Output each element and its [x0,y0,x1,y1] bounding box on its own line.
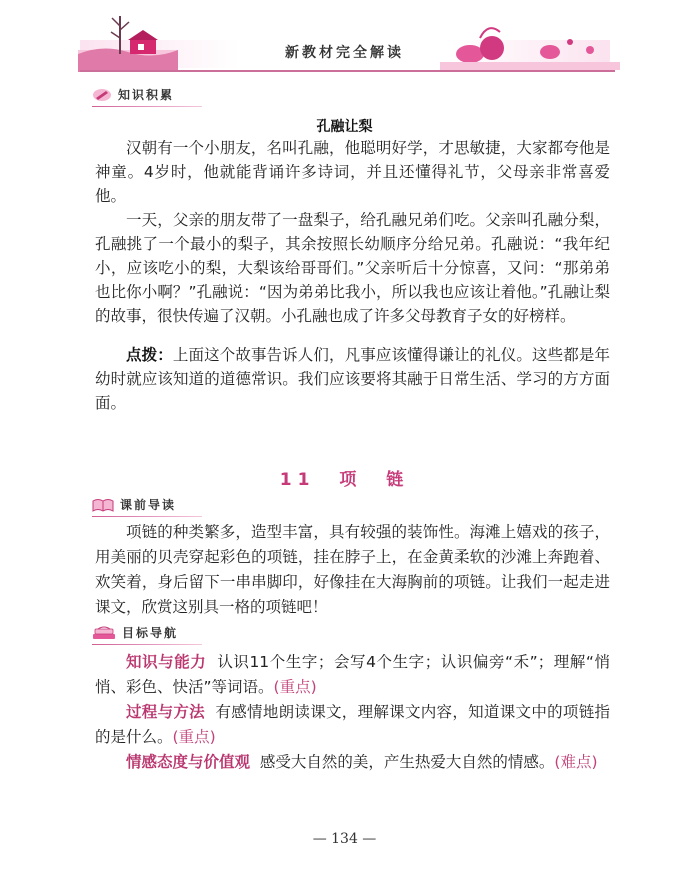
house-tree-icon [78,10,178,72]
section-goals [92,624,178,641]
section-knowledge-label: 知识积累 [118,88,175,102]
section-goals-label: 目标导航 [122,626,179,640]
goal-emotion-tag: (难点) [554,753,598,771]
section-knowledge [92,86,174,103]
section-underline [92,106,202,107]
lesson-title-char-2: 链 [386,470,410,490]
goal-process [95,700,610,750]
preview-paragraph: 项链的种类繁多，造型丰富，具有较强的装饰性。海滩上嬉戏的孩子，用美丽的贝壳穿起彩色的项链，挂在脖子上，在金黄柔软的沙滩上奔跑着、欢笑着，身后留下一串串脚印，好像挂在大海胸前的项链。让我们一起走进课文，欣赏这别具一格的项链吧！ [95,523,610,616]
story-title: 孔融让梨 [316,119,373,135]
header-divider [80,70,615,72]
pen-icon [92,88,112,102]
goal-process-tag: (重点) [172,728,216,746]
lesson-number: 11 [279,470,316,490]
goal-emotion-text: 感受大自然的美，产生热爱大自然的情感。 [259,753,555,771]
lesson-title-char-1: 项 [339,470,363,490]
tip-label: 点拨： [126,346,173,364]
section-underline [92,516,202,517]
header-title: 新教材完全解读 [285,45,404,61]
section-preview-label: 课前导读 [120,498,177,512]
page-number: — 134 — [312,831,377,847]
section-underline [92,644,202,645]
tip-text: 上面这个故事告诉人们，凡事应该懂得谦让的礼仪。这些都是年幼时就应该知道的道德常识。我们应该要将其融于日常生活、学习的方方面面。 [95,346,610,412]
section-preview [92,496,176,513]
goal-knowledge-label: 知识与能力 [126,653,207,671]
goal-knowledge [95,650,610,700]
goal-process-label: 过程与方法 [126,703,205,721]
story-paragraph-2: 一天，父亲的朋友带了一盘梨子，给孔融兄弟们吃。父亲叫孔融分梨，孔融挑了一个最小的梨子，其余按照长幼顺序分给兄弟。孔融说：“我年纪小，应该吃小的梨，大梨该给哥哥们。”父亲听后十分惊喜，又问：“那弟弟也比你小啊？”孔融说：“因为弟弟比我小，所以我也应该让着他。”孔融让梨的故事，很快传遍了汉朝。小孔融也成了许多父母教育子女的好榜样。 [95,211,610,325]
goal-emotion [95,750,610,775]
open-book-icon [92,497,114,513]
lesson-title [0,465,689,490]
goal-knowledge-text: 认识11个生字；会写4个生字；认识偏旁“禾”；理解“悄悄、彩色、快活”等词语。 [95,653,610,696]
book-stack-icon [92,625,116,641]
goal-knowledge-tag: (重点) [273,678,317,696]
page-header [0,0,689,80]
story-tip [95,343,610,415]
goal-emotion-label: 情感态度与价值观 [126,753,251,771]
goal-process-text: 有感情地朗读课文，理解课文内容，知道课文中的项链指的是什么。 [95,703,610,746]
story-paragraph-1: 汉朝有一个小朋友，名叫孔融，他聪明好学，才思敏捷，大家都夸他是神童。4岁时，他就能背诵许多诗词，并且还懂得礼节，父母亲非常喜爱他。 [95,139,610,205]
